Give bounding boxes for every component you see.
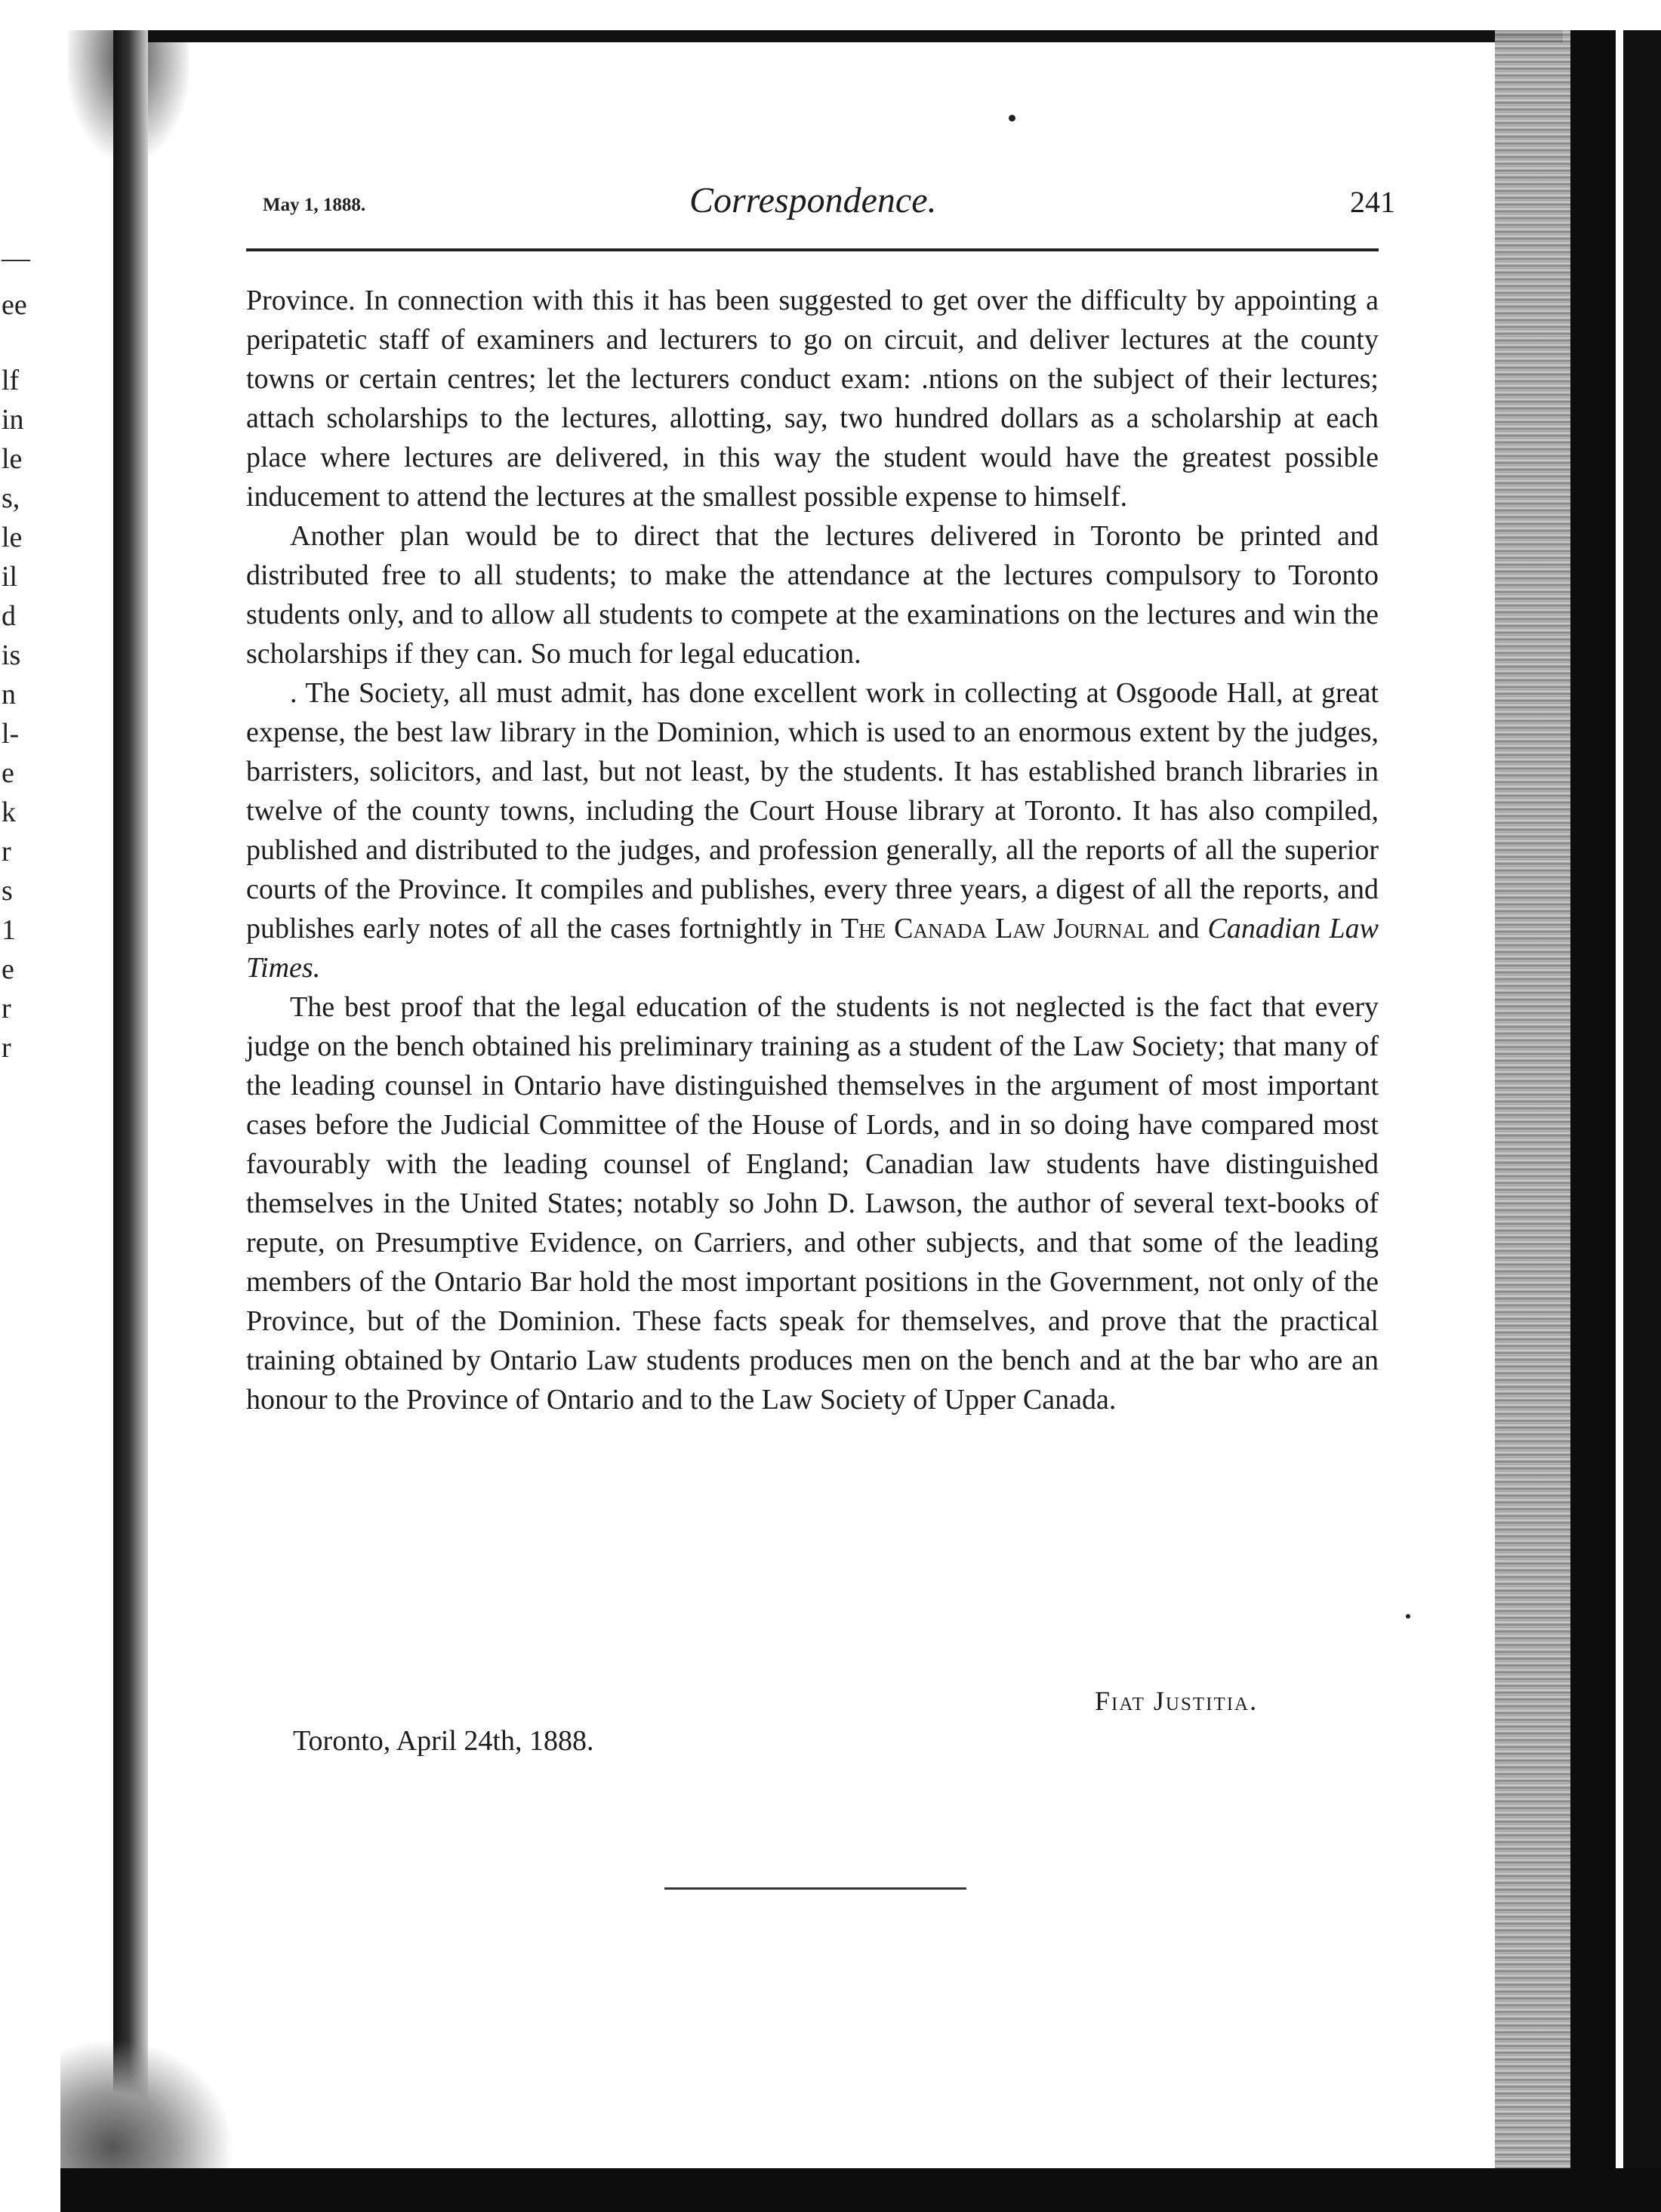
journal-name: The Canada Law Journal xyxy=(840,913,1150,944)
dateline: Toronto, April 24th, 1888. xyxy=(293,1725,594,1757)
paragraph: Province. In connection with this it has been suggested to get over the difficulty by appointing a peripatetic staff of examiners and lecturers to go on circuit, and deliver lectures at the county towns or certain centres; let the lecturers conduct exam: .ntions on the subject of their lectures; attach scholarships to the lectures, allotting, say, two hundred dollars as a scholarship at each place where lectures are delivered, in this way the student would have the greatest possible inducement to attend the lectures at the smallest possible expense to himself. xyxy=(246,285,1379,513)
scan-speck xyxy=(1009,115,1015,122)
paragraph: The best proof that the legal education of the students is not neglected is the fact that every judge on the bench obtained his preliminary training as a student of the Law Society; that many of the leading counsel in Ontario have distinguished themselves in the argument of most important cases before the Judicial Committee of the House of Lords, and in so doing have compared most favourably with the leading counsel of England; Canadian law students have distinguished themselves in the United States; notably so John D. Lawson, the author of several text-books of repute, on Presumptive Evidence, on Carriers, and other subjects, and that some of the leading members of the Ontario Bar hold the most important positions in the Government, not only of the Province, but of the Dominion. These facts speak for themselves, and prove that the practical training obtained by Ontario Law students produces men on the bench and at the bar who are an honour to the Province of Ontario and to the Law Society of Upper Canada. xyxy=(246,991,1379,1416)
paragraph xyxy=(246,673,1379,987)
margin-fragment: — xyxy=(2,242,30,274)
scan-border-bottom xyxy=(60,2168,1661,2212)
header-rule xyxy=(246,248,1379,251)
end-rule xyxy=(664,1887,966,1890)
margin-fragment: ee xyxy=(2,289,27,321)
margin-fragment: e xyxy=(2,954,14,985)
scan-gutter-shadow xyxy=(1495,30,1570,2212)
margin-fragment: n xyxy=(2,679,16,710)
margin-fragment: d xyxy=(2,600,16,632)
header-date: May 1, 1888. xyxy=(263,195,366,215)
scan-smudge-bottom-left xyxy=(60,2038,234,2174)
margin-fragment: il xyxy=(2,561,18,593)
times-name: Canadian Law Times. xyxy=(246,913,1379,984)
margin-fragment: lf xyxy=(2,365,20,396)
scan-border-right-outer xyxy=(1623,30,1661,2212)
header-title: Correspondence. xyxy=(689,180,937,220)
article-body xyxy=(246,281,1379,1419)
margin-fragment: l- xyxy=(2,718,20,750)
scan-border-right xyxy=(1570,30,1616,2212)
margin-fragment: k xyxy=(2,796,16,828)
scan-border-top xyxy=(113,30,1563,42)
signature: Fiat Justitia. xyxy=(1095,1686,1259,1716)
margin-fragment: s, xyxy=(2,482,20,514)
margin-fragment: r xyxy=(2,1032,11,1064)
scan-speck xyxy=(1406,1614,1410,1619)
margin-fragment: le xyxy=(2,443,23,475)
margin-fragment: in xyxy=(2,404,24,436)
page-number: 241 xyxy=(1350,185,1395,219)
paragraph-text: . The Society, all must admit, has done excellent work in collecting at Osgoode Hall, at great expense, the best law library in the Dominion, which is used to an enormous extent by the judges, barristers, solicitors, and last, but not least, by the students. It has established branch libraries in twelve of the county towns, including the Court House library at Toronto. It has also compiled, published and distributed to the judges, and profession generally, all the reports of all the superior courts of the Province. It compiles and publishes, every three years, a digest of all the reports, and publishes early notes of all the cases fortnightly in xyxy=(246,677,1379,944)
margin-fragment: 1 xyxy=(2,914,16,946)
page-header xyxy=(263,180,1395,233)
margin-fragment: s xyxy=(2,875,13,907)
margin-fragment: is xyxy=(2,639,21,671)
margin-fragment: le xyxy=(2,522,23,553)
margin-fragment: r xyxy=(2,993,11,1024)
paragraph: Another plan would be to direct that the lectures delivered in Toronto be printed and distributed free to all students; to make the attendance at the lectures compulsory to Toronto students only, and to allow all students to compete at the examinations on the lectures and win the scholarships if they can. So much for legal education. xyxy=(246,520,1379,670)
scan-border-left xyxy=(113,30,148,2204)
margin-fragment: r xyxy=(2,836,11,867)
margin-fragment: e xyxy=(2,757,14,789)
journal-connector: and xyxy=(1149,913,1208,944)
